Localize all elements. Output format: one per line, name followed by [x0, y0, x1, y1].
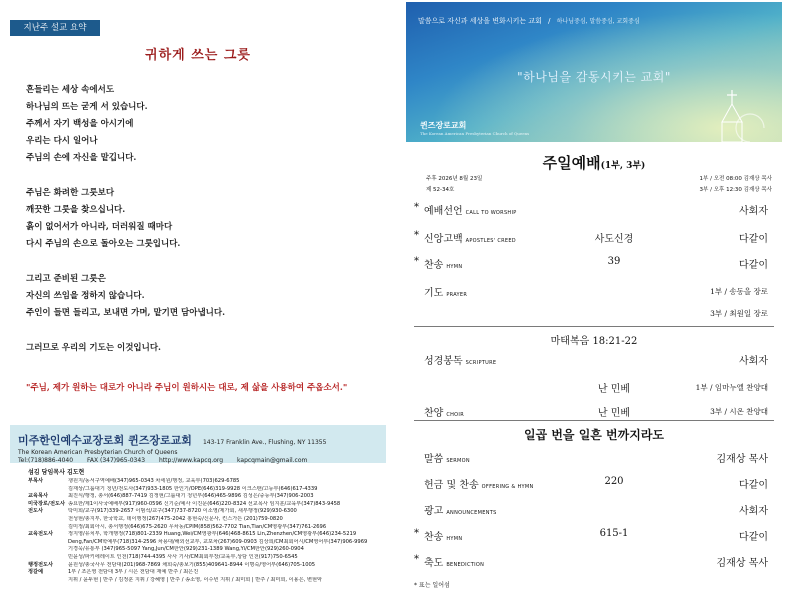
worship-item — [414, 474, 774, 494]
worship-item — [414, 526, 774, 546]
poem-stanza-3 — [26, 271, 386, 322]
prayer-quote: "주님, 제가 원하는 대로가 아니라 주님이 원하시는 대로, 제 삶을 사용하여 주옵소서." — [26, 383, 348, 393]
service-time: 3부 / 오후 12:30 김재상 목사 — [699, 187, 772, 193]
directory-entries: 기경욱/유통부 (347)965-5097 Yang,Jun/CM한안(929)231-1389 Wang,Yi/CM한안(929)260-0904 — [68, 546, 304, 553]
directory-role: 교육목사 — [28, 493, 49, 500]
poem-line: 흔들리는 세상 속에서도 — [26, 85, 115, 95]
directory-heading: 섬김 담임목사 김도현 — [28, 469, 85, 476]
directory-entries: 김재상/그룹대기 청년/전도사(347)933-1805 한인기/OPE(646)319-9928 이크스탠/고등부(646)617-4339 — [68, 485, 318, 492]
worship-item-english: SERMON — [446, 458, 470, 464]
worship-item-english: HYMN — [446, 264, 463, 270]
worship-item-leader: 3부 / 시온 찬양대 — [710, 407, 768, 416]
directory-row — [10, 562, 386, 570]
church-tel: Tel:(718)886-4040 — [18, 457, 74, 464]
poem-body — [26, 82, 386, 375]
worship-item-detail: 39 — [607, 256, 621, 267]
worship-item — [414, 500, 774, 520]
directory-row — [10, 508, 386, 516]
sermon-summary-tag: 지난주 설교 요약 — [10, 20, 100, 36]
directory-entries: 최진식/행정, 총서(646)887-7419 김정현/그룹대기 청년부(646)465-9896 김성은/중등부(347)906-2003 — [68, 493, 314, 500]
directory-row — [10, 569, 386, 577]
directory-role — [28, 577, 68, 585]
church-steeple-icon — [706, 90, 766, 142]
church-website-link[interactable]: http://www.kapcq.org — [158, 457, 224, 464]
poem-line: 주인이 들면 들리고, 보내면 가며, 맡기면 담아냅니다. — [26, 308, 226, 318]
bulletin-meta — [426, 174, 482, 196]
church-banner — [406, 2, 782, 142]
worship-item-english: CALL TO WORSHIP — [465, 210, 517, 216]
directory-row — [10, 546, 386, 554]
worship-item-title — [424, 476, 534, 491]
worship-item — [414, 254, 774, 274]
worship-title-sub: (1부, 3부) — [600, 161, 646, 171]
bulletin-issue: 제 52-34호 — [426, 187, 455, 193]
worship-item-english: SCRIPTURE — [465, 360, 497, 366]
directory-entries: 김미정/최회아시, 총서행정(646)675-2620 우차동/CPIM(858)562-7702 Tian,Tian/CM영광부(347)761-2696 — [68, 523, 327, 530]
worship-item-leader: 다같이 — [739, 234, 768, 245]
worship-item-korean: 성경봉독 — [424, 356, 463, 367]
directory-role — [28, 554, 68, 562]
worship-item-korean: 신앙고백 — [424, 234, 463, 245]
worship-item-leader: 3부 / 최원일 장로 — [710, 309, 768, 318]
poem-line: 주께서 자기 백성을 아시기에 — [26, 119, 134, 129]
worship-item-title — [424, 528, 462, 543]
worship-item-korean: 기도 — [424, 288, 444, 299]
worship-item — [414, 200, 774, 220]
worship-item-title — [424, 352, 496, 367]
worship-item-detail: 220 — [604, 476, 624, 487]
worship-item — [414, 304, 774, 324]
church-logo — [420, 120, 529, 136]
directory-entries: 천성현/총지부, 한국학교, 데이행정(267)475-2042 홍현숙/신문사, 킨스가든 (201)759-0820 — [68, 515, 283, 522]
worship-item-leader: 다같이 — [739, 260, 768, 271]
directory-row — [10, 531, 386, 539]
standing-marker: * — [414, 256, 419, 267]
directory-row — [10, 501, 386, 509]
worship-item — [414, 552, 774, 572]
directory-entries: 지휘 / 윤두현 | 반주 / 김정훈 지휘 / 강혜영 | 반주 / 송소영, 이수빈 지휘 / 최미희 | 반주 / 최미희, 이용은, 변현악 — [68, 576, 323, 583]
poem-line: 주님은 화려한 그릇보다 — [26, 188, 115, 198]
worship-item — [414, 402, 774, 422]
standing-marker: * — [414, 528, 419, 539]
worship-item — [414, 282, 774, 302]
directory-entries: 윤원성/총국사무 전담대(201)968-7869 채희숙/총보기(855)409641-8944 이명숙/영어부(646)705-1005 — [68, 561, 316, 568]
section-divider — [414, 420, 774, 421]
worship-title-text: 주일예배 — [542, 154, 601, 172]
directory-role: 정갈예 — [28, 569, 44, 576]
worship-item-korean: 광고 — [424, 506, 444, 517]
worship-item-title — [424, 404, 464, 419]
church-email-link[interactable]: kapcqmain@gmail.com — [237, 457, 308, 464]
directory-row — [10, 524, 386, 532]
worship-item-english: PRAYER — [446, 292, 468, 298]
worship-item-title — [424, 306, 427, 317]
worship-item-detail: 난 민베 — [597, 384, 631, 395]
poem-line: 주님의 손에 자신을 맡깁니다. — [26, 153, 137, 163]
worship-item-detail: 615-1 — [599, 528, 629, 539]
worship-item-korean: 찬송 — [424, 532, 444, 543]
church-logo-sub: The Korean American Presbyterian Church of Queens — [420, 131, 530, 136]
worship-item — [414, 350, 774, 370]
worship-item-title — [424, 284, 467, 299]
directory-row — [10, 577, 386, 585]
directory-role — [28, 516, 68, 524]
worship-item-title — [424, 554, 484, 569]
worship-item-title — [424, 502, 497, 517]
worship-item-english: ANNOUNCEMENTS — [446, 510, 497, 516]
directory-entries: Deng,Fan/CM학예부(718)314-2596 차용대/해외선교부, 교포차(267)609-0903 김상희/CM최회어시/CM영어부(347)906-9969 — [68, 538, 368, 545]
directory-row — [10, 554, 386, 562]
church-header — [10, 425, 386, 463]
worship-item-leader: 다같이 — [739, 532, 768, 543]
church-contact — [18, 457, 378, 464]
directory-row — [10, 486, 386, 494]
worship-item-korean: 축도 — [424, 558, 444, 569]
worship-item-english: BENEDICTION — [446, 562, 485, 568]
directory-entries: 정지영/유치부, 학개행정(718)801-2339 Huang,Wei/CM영광부(646)468-8615 Lin,Zhenzhen/CM영광부(646)234-5219 — [68, 531, 357, 538]
poem-line: 다시 주님의 손으로 돌아오는 그릇입니다. — [26, 239, 181, 249]
worship-item-detail: 사도신경 — [594, 234, 634, 245]
worship-item-title — [424, 450, 470, 465]
directory-role: 전도사 — [28, 508, 44, 515]
directory-entries: 민윤성/파키에레이트 인천(718)744-4395 사사 기사/CM최회부장/교육부,상담 인천(917)750-6545 — [68, 553, 298, 560]
worship-item-leader: 사회자 — [739, 206, 768, 217]
poem-line: 그리고 준비된 그릇은 — [26, 274, 106, 284]
church-info-box — [10, 425, 386, 612]
poem-line: 자신의 쓰임을 정하지 않습니다. — [26, 291, 145, 301]
church-english-name: The Korean American Presbyterian Church of Queens — [18, 449, 178, 456]
directory-row — [10, 493, 386, 501]
worship-item-leader: 사회자 — [739, 356, 768, 367]
banner-motto-text: 말씀으로 자신과 세상을 변화시키는 교회 — [418, 17, 542, 25]
scripture-reference: 마태복음 18:21-22 — [550, 336, 638, 347]
sermon-title: 일곱 번을 일흔 번까지라도 — [523, 428, 665, 442]
directory-row — [10, 478, 386, 486]
poem-line: 우리는 다시 일어나 — [26, 136, 98, 146]
worship-item-english: HYMN — [446, 536, 463, 542]
directory-role — [28, 546, 68, 554]
poem-stanza-1 — [26, 82, 386, 167]
poem-line: 깨끗한 그릇을 찾으십니다. — [26, 205, 126, 215]
banner-motto — [418, 16, 640, 26]
worship-item-korean: 찬양 — [424, 408, 444, 419]
staff-directory — [10, 478, 386, 584]
directory-entries: 송요한/제1이사국예배부(917)960-0596 신기순/예사 이진문(646)220-8324 선교목사 임지훈/교육부(347)843-9458 — [68, 500, 341, 507]
standing-marker: * — [414, 202, 419, 213]
directory-role: 부목사 — [28, 478, 44, 484]
directory-role: 교육전도사 — [28, 531, 54, 538]
poem-stanza-2 — [26, 185, 386, 253]
section-divider — [414, 326, 774, 327]
worship-item-leader: 다같이 — [739, 480, 768, 491]
worship-title — [396, 152, 792, 173]
worship-item-title — [424, 380, 427, 391]
directory-role: 행정전도사 — [28, 561, 54, 568]
banner-quote: "하나님을 감동시키는 교회" — [517, 70, 671, 84]
bulletin-date: 주후 2026년 8월 23일 — [426, 176, 483, 182]
poem-line: 하나님의 뜨는 굳게 서 있습니다. — [26, 102, 148, 112]
directory-entries: 1부 / 조은영 전담대 3부 / 시은 전담대 재예 반주 / 최은진 — [68, 569, 199, 576]
worship-item-leader: 1부 / 송동을 장로 — [710, 287, 768, 296]
directory-row — [10, 539, 386, 547]
worship-item-title — [424, 230, 516, 245]
worship-item-korean: 찬송 — [424, 260, 444, 271]
worship-order-page — [396, 0, 792, 612]
service-times — [700, 174, 772, 196]
worship-item-leader: 1부 / 임마누엘 찬양대 — [695, 383, 768, 392]
worship-item — [414, 378, 774, 398]
worship-item — [414, 228, 774, 248]
worship-item — [414, 448, 774, 468]
worship-item-english: OFFERING & HYMN — [481, 484, 534, 490]
standing-marker: * — [414, 554, 419, 565]
worship-item-korean: 말씀 — [424, 454, 444, 465]
worship-item-english: APOSTLES' CREED — [465, 238, 516, 244]
church-name: 미주한인예수교장로회 퀸즈장로교회 — [18, 434, 192, 447]
poem-line: 흙이 없어서가 아니라, 더러워질 때마다 — [26, 222, 173, 232]
directory-entries: 챙원지/동서구역예배(347)965-0343 차세원/행정, 교육부(703)629-6785 — [68, 478, 240, 484]
poem-title: 귀하게 쓰는 그릇 — [145, 48, 251, 63]
worship-item-korean: 예배선언 — [424, 206, 463, 217]
directory-role — [28, 539, 68, 547]
directory-role: 미국장로/전도사 — [28, 500, 65, 507]
poem-stanza-4 — [26, 340, 386, 357]
worship-item-english: CHOIR — [446, 412, 464, 418]
directory-row — [10, 516, 386, 524]
standing-marker: * — [414, 230, 419, 241]
church-fax: FAX (347)965-0343 — [86, 457, 146, 464]
church-address: 143-17 Franklin Ave., Flushing, NY 11355 — [202, 439, 327, 446]
service-time: 1부 / 오전 08:00 김재상 목사 — [699, 176, 772, 182]
worship-item-detail: 난 민베 — [597, 408, 631, 419]
worship-item-leader: 사회자 — [739, 506, 768, 517]
standing-footnote: * 표는 일어섬 — [414, 582, 450, 589]
church-logo-text: 퀸즈장로교회 — [420, 120, 467, 130]
banner-motto-sub: 하나님중심, 말씀중심, 교회중심 — [556, 18, 640, 25]
worship-item-korean: 헌금 및 찬송 — [424, 480, 479, 491]
banner-separator: / — [548, 17, 551, 25]
worship-item-title — [424, 202, 517, 217]
worship-item-leader: 김재상 목사 — [716, 454, 768, 465]
directory-entries: 탁미희/교구(917)339-2657 이범석/교구(347)737-8720 이소영/제가회, 새부행정(929)930-6300 — [68, 508, 297, 515]
worship-item-leader: 김재상 목사 — [716, 558, 768, 569]
poem-line: 그러므로 우리의 기도는 이것입니다. — [26, 343, 162, 353]
worship-item-title — [424, 256, 462, 271]
